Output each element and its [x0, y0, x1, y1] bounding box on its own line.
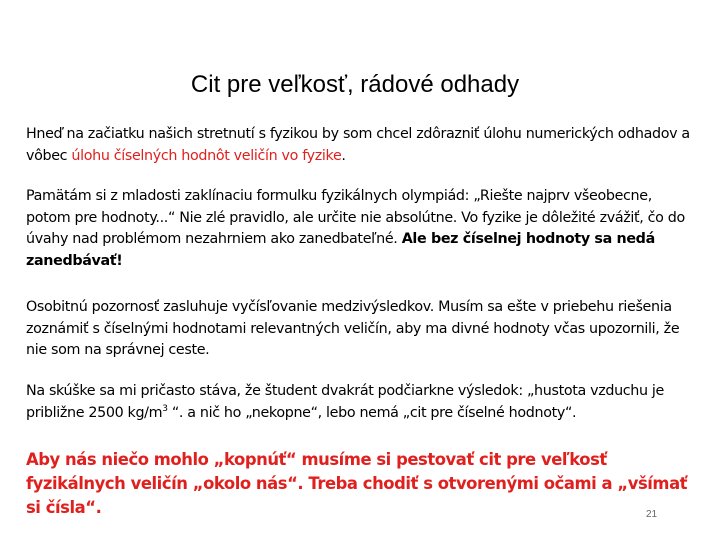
paragraph-intermediate-results	[26, 297, 690, 362]
page-number: 21	[646, 509, 658, 520]
paragraph-exam-example	[26, 381, 690, 424]
paragraph-olympiad-text: Pamätám si z mladosti zaklínaciu formulku fyzikálnych olympiád: „Riešte najprv všeobecne, potom pre hodnoty...“ Nie zlé pravidlo, ale určite nie absolútne. Vo fyzike je dôležité zvážiť, čo do úvahy nad problémom nezahrniem ako zanedbateľné.	[26, 188, 685, 247]
paragraph-exam-end: “. a nič ho „nekopne“, lebo nemá „cit pre číselné hodnoty“.	[167, 404, 577, 421]
paragraph-intro	[26, 124, 690, 167]
slide-title: Cit pre veľkosť, rádové odhady	[190, 71, 520, 99]
paragraph-intermediate-text: Osobitnú pozornosť zasluhuje vyčísľovanie medzivýsledkov. Musím sa ešte v priebehu riešenia zoznámiť s číselnými hodnotami relevantných veličín, aby ma divné hodnoty včas upozornili, že nie som na správnej ceste.	[26, 299, 680, 358]
paragraph-olympiad	[26, 186, 690, 272]
highlight-numeric-values: úlohu číselných hodnôt veličín vo fyzike	[71, 147, 342, 164]
paragraph-intro-text: Hneď na začiatku našich stretnutí s fyzikou by som chcel zdôrazniť úlohu numerických odhadov a vôbec	[26, 126, 690, 164]
paragraph-exam-text: Na skúške sa mi pričasto stáva, že študent dvakrát podčiarkne výsledok: „hustota vzduchu je približne 2500 kg/m	[26, 383, 664, 421]
emphasis-neglect: Ale bez číselnej hodnoty sa nedá zanedbávať!	[26, 231, 655, 269]
paragraph-conclusion	[26, 448, 690, 520]
paragraph-conclusion-text: Aby nás niečo mohlo „kopnúť“ musíme si pestovať cit pre veľkosť fyzikálnych veličín „okolo nás“. Treba chodiť s otvorenými očami a „všímať si čísla“.	[26, 450, 688, 517]
superscript-exponent: 3	[162, 403, 168, 414]
paragraph-intro-end: .	[341, 147, 346, 164]
